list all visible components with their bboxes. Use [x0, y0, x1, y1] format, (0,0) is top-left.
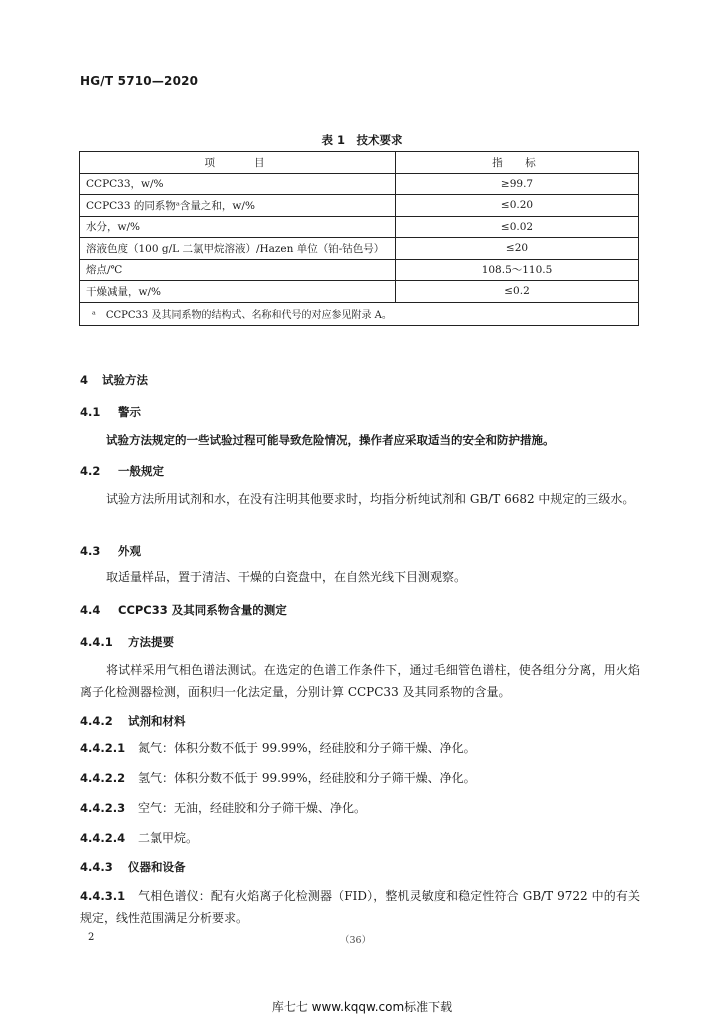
row-value: ≤0.02 — [396, 216, 639, 238]
table-row — [80, 281, 639, 303]
center-code: （36） — [340, 935, 372, 946]
item-text: 二氯甲烷。 — [138, 831, 199, 845]
row-value: ≥99.7 — [396, 173, 639, 195]
item-number: 4.4.3.1 — [80, 889, 126, 903]
row-value: ≤0.2 — [396, 281, 639, 303]
table-row — [80, 259, 639, 281]
table-footnote: ᵃ CCPC33 及其同系物的结构式、名称和代号的对应参见附录 A。 — [80, 302, 639, 325]
row-value: ≤20 — [396, 238, 639, 260]
standard-code: HG/T 5710—2020 — [80, 74, 199, 88]
section-4-1-heading — [80, 402, 141, 422]
item-text: 气相色谱仪：配有火焰离子化检测器（FID），整机灵敏度和稳定性符合 GB/T 9722 中的有关规定，线性范围满足分析要求。 — [80, 889, 640, 925]
watermark-text: 库七七 www.kqqw.com标准下载 — [271, 1000, 453, 1014]
item-4-4-2-2 — [80, 767, 640, 789]
item-text: 氮气：体积分数不低于 99.99%，经硅胶和分子筛干燥、净化。 — [138, 741, 476, 755]
table-title: 表 1 技术要求 — [321, 133, 403, 147]
table-row — [80, 195, 639, 217]
section-4-3-heading — [80, 541, 141, 561]
section-4-4-1-heading — [80, 632, 174, 652]
section-4-4-2-heading — [80, 711, 186, 731]
section-title: 外观 — [118, 544, 141, 558]
table-row — [80, 216, 639, 238]
row-item: CCPC33，w/% — [80, 173, 396, 195]
item-text: 空气：无油，经硅胶和分子筛干燥、净化。 — [138, 801, 367, 815]
section-4-4-heading — [80, 600, 287, 620]
section-title: 警示 — [118, 405, 141, 419]
section-4-2-heading — [80, 461, 164, 481]
header-item: 项 目 — [80, 152, 396, 174]
row-value: 108.5～110.5 — [396, 259, 639, 281]
row-item: 溶液色度（100 g/L 二氯甲烷溶液）/Hazen 单位（铂-钴色号） — [80, 238, 396, 260]
section-4-1-text: 试验方法规定的一些试验过程可能导致危险情况，操作者应采取适当的安全和防护措施。 — [106, 433, 555, 447]
tech-requirements-table — [79, 151, 639, 326]
section-number: 4.4.2 — [80, 714, 113, 728]
item-4-4-2-4 — [80, 827, 640, 849]
table-footnote-row — [80, 302, 639, 325]
section-title: 仪器和设备 — [128, 860, 186, 874]
page-number: 2 — [88, 932, 95, 943]
section-number: 4.4.1 — [80, 635, 113, 649]
item-text: 氢气：体积分数不低于 99.99%，经硅胶和分子筛干燥、净化。 — [138, 771, 476, 785]
item-number: 4.4.2.2 — [80, 771, 126, 785]
header-indicator: 指 标 — [396, 152, 639, 174]
section-title: 一般规定 — [118, 464, 164, 478]
section-number: 4.3 — [80, 544, 101, 558]
item-number: 4.4.2.4 — [80, 831, 126, 845]
section-4-2-text: 试验方法所用试剂和水，在没有注明其他要求时，均指分析纯试剂和 GB/T 6682 中规定的三级水。 — [106, 492, 635, 506]
section-4-4-1-text: 将试样采用气相色谱法测试。在选定的色谱工作条件下，通过毛细管色谱柱，使各组分分离，用火焰离子化检测器检测，面积归一化法定量，分别计算 CCPC33 及其同系物的含量。 — [80, 663, 640, 699]
item-4-4-2-1 — [80, 737, 640, 759]
row-item: 熔点/℃ — [80, 259, 396, 281]
item-number: 4.4.2.1 — [80, 741, 126, 755]
table-header-row — [80, 152, 639, 174]
row-item: 水分，w/% — [80, 216, 396, 238]
section-number: 4.2 — [80, 464, 101, 478]
section-number: 4 — [80, 373, 89, 387]
section-4-3-text: 取适量样品，置于清洁、干燥的白瓷盘中，在自然光线下目测观察。 — [106, 570, 467, 584]
table-row — [80, 238, 639, 260]
section-number: 4.4.3 — [80, 860, 113, 874]
item-4-4-3-1 — [80, 885, 640, 929]
row-value: ≤0.20 — [396, 195, 639, 217]
item-4-4-2-3 — [80, 797, 640, 819]
section-title: CCPC33 及其同系物含量的测定 — [118, 603, 287, 617]
row-item: 干燥减量，w/% — [80, 281, 396, 303]
section-4-4-3-heading — [80, 857, 186, 877]
section-number: 4.1 — [80, 405, 101, 419]
table-row — [80, 173, 639, 195]
section-number: 4.4 — [80, 603, 101, 617]
section-4-heading — [80, 370, 148, 390]
section-title: 试验方法 — [102, 373, 148, 387]
row-item: CCPC33 的同系物ᵃ含量之和，w/% — [80, 195, 396, 217]
section-title: 试剂和材料 — [128, 714, 186, 728]
section-title: 方法提要 — [128, 635, 174, 649]
item-number: 4.4.2.3 — [80, 801, 126, 815]
